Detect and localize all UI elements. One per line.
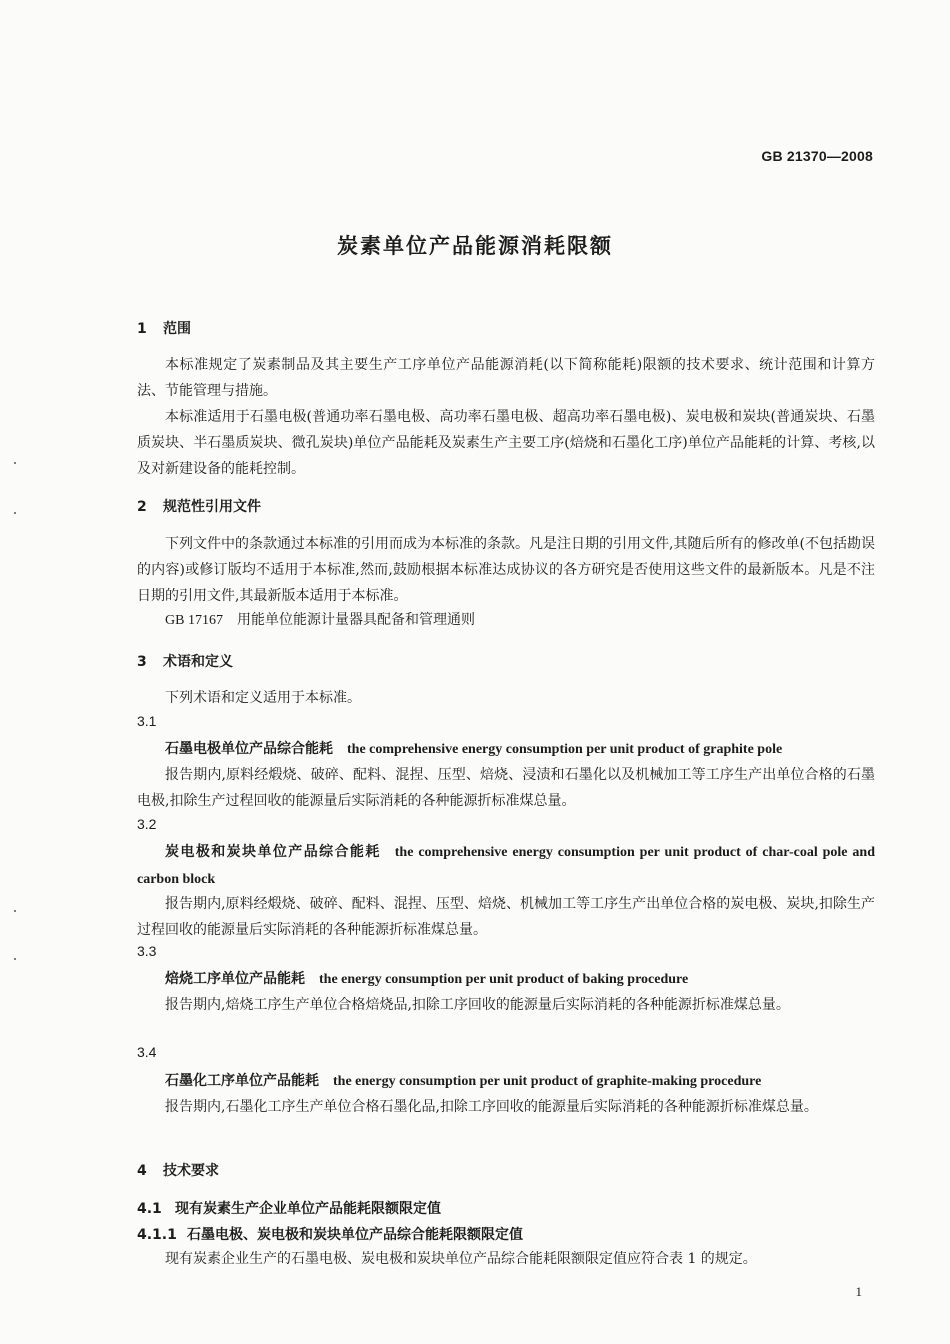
term-3-1	[165, 736, 875, 763]
section-2-heading	[137, 496, 261, 516]
term-chinese: 焙烧工序单位产品能耗	[165, 971, 305, 987]
subsection-title: 现有炭素生产企业单位产品能耗限额限定值	[175, 1201, 441, 1217]
clause-number: 3.3	[137, 943, 157, 959]
scan-speck	[14, 512, 16, 514]
term-3-2	[137, 839, 875, 893]
term-3-4	[165, 1068, 875, 1095]
reference-title: 用能单位能源计量器具配备和管理通则	[236, 612, 475, 628]
term-chinese: 石墨化工序单位产品能耗	[165, 1073, 319, 1089]
section-title: 术语和定义	[163, 654, 233, 670]
term-3-3-definition: 报告期内,焙烧工序生产单位合格焙烧品,扣除工序回收的能源量后实际消耗的各种能源折标准煤总量。	[165, 997, 790, 1013]
scan-speck	[14, 958, 16, 960]
page-number: 1	[855, 1284, 862, 1299]
clause-number: 3.2	[137, 816, 157, 832]
term-3-3	[165, 966, 875, 993]
subsection-number: 4.1.1	[137, 1227, 177, 1243]
section-4-heading	[137, 1160, 219, 1180]
section-3-intro: 下列术语和定义适用于本标准。	[165, 690, 361, 706]
standard-number: GB 21370—2008	[761, 148, 873, 164]
term-english: the comprehensive energy consumption per unit product of graphite pole	[347, 742, 783, 757]
normative-reference	[165, 609, 475, 629]
term-3-4-definition: 报告期内,石墨化工序生产单位合格石墨化品,扣除工序回收的能源量后实际消耗的各种能源折标准煤总量。	[165, 1099, 818, 1115]
section-4-paragraph-1: 现有炭素企业生产的石墨电极、炭电极和炭块单位产品综合能耗限额限定值应符合表 1 的规定。	[165, 1251, 757, 1267]
section-title: 范围	[163, 321, 191, 337]
subsection-title: 石墨电极、炭电极和炭块单位产品综合能耗限额限定值	[187, 1227, 523, 1243]
reference-code: GB 17167	[165, 613, 223, 628]
subsection-number: 4.1	[137, 1201, 162, 1217]
term-english: the energy consumption per unit product of baking procedure	[319, 972, 689, 987]
clause-number: 3.4	[137, 1044, 157, 1060]
section-1-paragraph-1: 本标准规定了炭素制品及其主要生产工序单位产品能源消耗(以下简称能耗)限额的技术要求、统计范围和计算方法、节能管理与措施。	[137, 357, 875, 399]
term-chinese: 石墨电极单位产品综合能耗	[165, 741, 333, 757]
section-2-paragraph-1: 下列文件中的条款通过本标准的引用而成为本标准的条款。凡是注日期的引用文件,其随后所有的修改单(不包括勘误的内容)或修订版均不适用于本标准,然而,鼓励根据本标准达成协议的各方研究是否使用这些文件的最新版本。凡是不注日期的引用文件,其最新版本适用于本标准。	[137, 536, 875, 604]
term-english: the energy consumption per unit product of graphite-making procedure	[333, 1074, 762, 1089]
section-title: 规范性引用文件	[163, 499, 261, 515]
section-title: 技术要求	[163, 1163, 219, 1179]
scan-speck	[14, 462, 16, 464]
scan-speck	[14, 910, 16, 912]
subsection-4-1-1-heading	[137, 1224, 523, 1244]
section-number: 2	[137, 499, 147, 515]
section-1-paragraph-2: 本标准适用于石墨电极(普通功率石墨电极、高功率石墨电极、超高功率石墨电极)、炭电极和炭块(普通炭块、石墨质炭块、半石墨质炭块、微孔炭块)单位产品能耗及炭素生产主要工序(焙烧和石墨化工序)单位产品能耗的计算、考核,以及对新建设备的能耗控制。	[137, 409, 875, 477]
section-number: 4	[137, 1163, 147, 1179]
section-number: 1	[137, 321, 147, 337]
section-number: 3	[137, 654, 147, 670]
document-title: 炭素单位产品能源消耗限额	[337, 234, 613, 258]
subsection-4-1-heading	[137, 1198, 441, 1218]
section-3-heading	[137, 651, 233, 671]
term-english: the comprehensive energy consumption per unit product of char-coal pole and carbon block	[137, 845, 876, 887]
term-3-2-definition: 报告期内,原料经煅烧、破碎、配料、混捏、压型、焙烧、机械加工等工序生产出单位合格的炭电极、炭块,扣除生产过程回收的能源量后实际消耗的各种能源折标准煤总量。	[137, 896, 875, 938]
section-1-heading	[137, 318, 191, 338]
clause-number: 3.1	[137, 713, 157, 729]
term-chinese: 炭电极和炭块单位产品综合能耗	[165, 844, 381, 860]
term-3-1-definition: 报告期内,原料经煅烧、破碎、配料、混捏、压型、焙烧、浸渍和石墨化以及机械加工等工序生产出单位合格的石墨电极,扣除生产过程回收的能源量后实际消耗的各种能源折标准煤总量。	[137, 767, 875, 809]
